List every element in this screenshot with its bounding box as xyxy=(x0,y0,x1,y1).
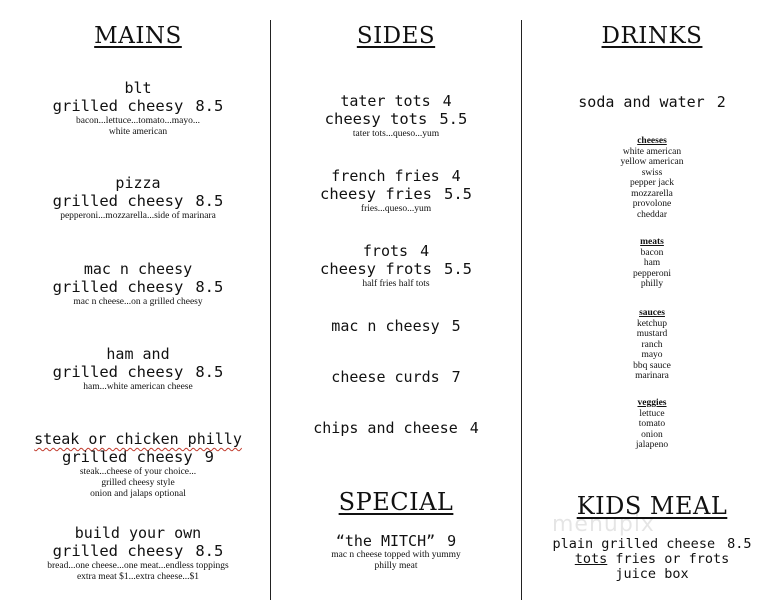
item-price: 5.5 xyxy=(443,185,472,203)
item-name: pizza xyxy=(115,174,161,192)
item-line: tater tots 4 xyxy=(340,92,452,110)
item-desc: philly meat xyxy=(374,561,418,571)
item-name: steak or chicken philly xyxy=(34,430,242,448)
item-name: blt xyxy=(124,79,152,97)
item-price: 8.5 xyxy=(195,278,224,296)
list-item: pepperoni xyxy=(633,268,671,279)
item-price: 8.5 xyxy=(727,536,752,552)
list-item: yellow american xyxy=(620,157,684,167)
item-line: grilled cheesy 8.5 xyxy=(52,97,224,115)
item-price: 8.5 xyxy=(195,97,224,115)
item-price: 4 xyxy=(420,242,430,260)
item-price: 8.5 xyxy=(195,192,224,210)
item-desc: bread...one cheese...one meat...endless toppings xyxy=(47,561,229,571)
item-desc: steak...cheese of your choice... xyxy=(79,467,197,477)
item-price: 2 xyxy=(716,93,726,111)
item-price: 4 xyxy=(451,167,461,185)
list-item: jalapeno xyxy=(635,440,669,450)
sides-item-chips-and-cheese xyxy=(272,419,520,437)
item-line: juice box xyxy=(615,566,689,582)
item-desc: mac n cheese topped with yummy xyxy=(331,550,461,560)
drinks-column xyxy=(524,0,780,609)
mains-item-blt xyxy=(8,79,268,138)
item-line: cheesy frots 5.5 xyxy=(320,260,472,278)
item-name: ham and xyxy=(106,345,170,363)
item-desc: extra meat $1...extra cheese...$1 xyxy=(76,572,200,582)
item-desc: bacon...lettuce...tomato...mayo... xyxy=(76,116,200,126)
list-item: onion xyxy=(641,429,663,440)
item-price: 8.5 xyxy=(195,363,224,381)
item-line: tots fries or frots xyxy=(574,551,730,567)
item-price: 5 xyxy=(451,317,461,335)
item-desc: ham...white american cheese xyxy=(83,382,193,392)
watermark-logo: menupix xyxy=(552,512,655,537)
meats-title: meats xyxy=(640,237,664,247)
list-item: mayo xyxy=(641,350,663,360)
item-desc: half fries half tots xyxy=(362,279,430,289)
item-line: grilled cheesy 8.5 xyxy=(52,278,224,296)
special-heading: SPECIAL xyxy=(338,488,454,516)
mains-item-build-your-own xyxy=(8,524,268,583)
item-line: grilled cheesy 8.5 xyxy=(52,363,224,381)
list-item: ham xyxy=(643,258,661,268)
item-desc: white american xyxy=(108,127,168,137)
item-price: 7 xyxy=(451,368,461,386)
sides-heading: SIDES xyxy=(356,23,436,49)
drinks-heading: DRINKS xyxy=(601,23,703,49)
sauces-title: sauces xyxy=(639,308,665,318)
item-price: 5.5 xyxy=(439,110,468,128)
veggies-title: veggies xyxy=(637,398,667,408)
list-item: ranch xyxy=(641,339,663,350)
list-item: bbq sauce xyxy=(633,360,671,371)
list-item: white american xyxy=(622,146,682,157)
cheeses-list xyxy=(524,136,780,220)
sides-item-tots xyxy=(272,92,520,140)
item-line: plain grilled cheese 8.5 xyxy=(552,536,752,552)
item-line: grilled cheesy 8.5 xyxy=(52,192,224,210)
kids-meal-heading: KIDS MEAL xyxy=(576,492,728,520)
item-line: cheesy tots 5.5 xyxy=(324,110,468,128)
mains-item-pizza xyxy=(8,174,268,222)
item-name: mac n cheesy xyxy=(83,260,193,278)
item-line: mac n cheesy 5 xyxy=(331,317,461,335)
list-item: swiss xyxy=(641,167,663,178)
list-item: philly xyxy=(640,279,664,289)
item-price: 9 xyxy=(447,532,457,550)
list-item: lettuce xyxy=(639,408,665,419)
item-line: frots 4 xyxy=(362,242,430,260)
item-line: grilled cheesy 9 xyxy=(62,448,214,466)
list-item: cheddar xyxy=(636,209,668,220)
veggies-list xyxy=(524,398,780,451)
cheeses-title: cheeses xyxy=(637,136,667,146)
list-item: mustard xyxy=(636,329,668,339)
list-item: provolone xyxy=(632,199,672,209)
meats-list xyxy=(524,237,780,290)
sides-item-mac-n-cheesy xyxy=(272,317,520,335)
item-line: grilled cheesy 8.5 xyxy=(52,542,224,560)
sides-item-fries xyxy=(272,167,520,215)
item-desc: fries...queso...yum xyxy=(360,204,432,214)
item-price: 4 xyxy=(469,419,479,437)
item-desc: tater tots...queso...yum xyxy=(352,129,440,139)
list-item: marinara xyxy=(635,371,669,381)
item-line: chips and cheese 4 xyxy=(313,419,479,437)
item-desc: grilled cheesy style xyxy=(101,478,175,488)
item-line: cheese curds 7 xyxy=(331,368,461,386)
mains-heading: MAINS xyxy=(94,23,182,49)
item-desc: mac n cheese...on a grilled cheesy xyxy=(73,297,203,307)
item-line: “the MITCH” 9 xyxy=(335,532,457,550)
mains-column xyxy=(8,0,268,609)
item-line: soda and water 2 xyxy=(578,93,726,111)
mains-item-philly xyxy=(8,430,268,500)
list-item: bacon xyxy=(640,247,664,258)
drinks-item-soda xyxy=(524,93,780,111)
column-divider-right xyxy=(521,20,522,600)
sides-column xyxy=(272,0,520,609)
sides-item-cheese-curds xyxy=(272,368,520,386)
list-item: tomato xyxy=(638,419,666,429)
column-divider-left xyxy=(270,20,271,600)
item-line: cheesy fries 5.5 xyxy=(320,185,472,203)
item-desc: onion and jalaps optional xyxy=(90,489,186,499)
item-price: 9 xyxy=(204,448,214,466)
item-line: french fries 4 xyxy=(331,167,461,185)
list-item: ketchup xyxy=(636,318,668,329)
item-price: 8.5 xyxy=(195,542,224,560)
sides-item-frots xyxy=(272,242,520,290)
special-item xyxy=(272,532,520,572)
item-price: 4 xyxy=(442,92,452,110)
sauces-list xyxy=(524,308,780,382)
item-price: 5.5 xyxy=(443,260,472,278)
list-item: pepper jack xyxy=(629,178,675,188)
item-desc: pepperoni...mozzarella...side of marinara xyxy=(60,211,216,221)
kids-meal-item xyxy=(524,536,780,582)
list-item: mozzarella xyxy=(631,188,673,199)
mains-item-mac-n-cheesy xyxy=(8,260,268,308)
mains-item-ham-and xyxy=(8,345,268,393)
item-name: build your own xyxy=(74,524,202,542)
